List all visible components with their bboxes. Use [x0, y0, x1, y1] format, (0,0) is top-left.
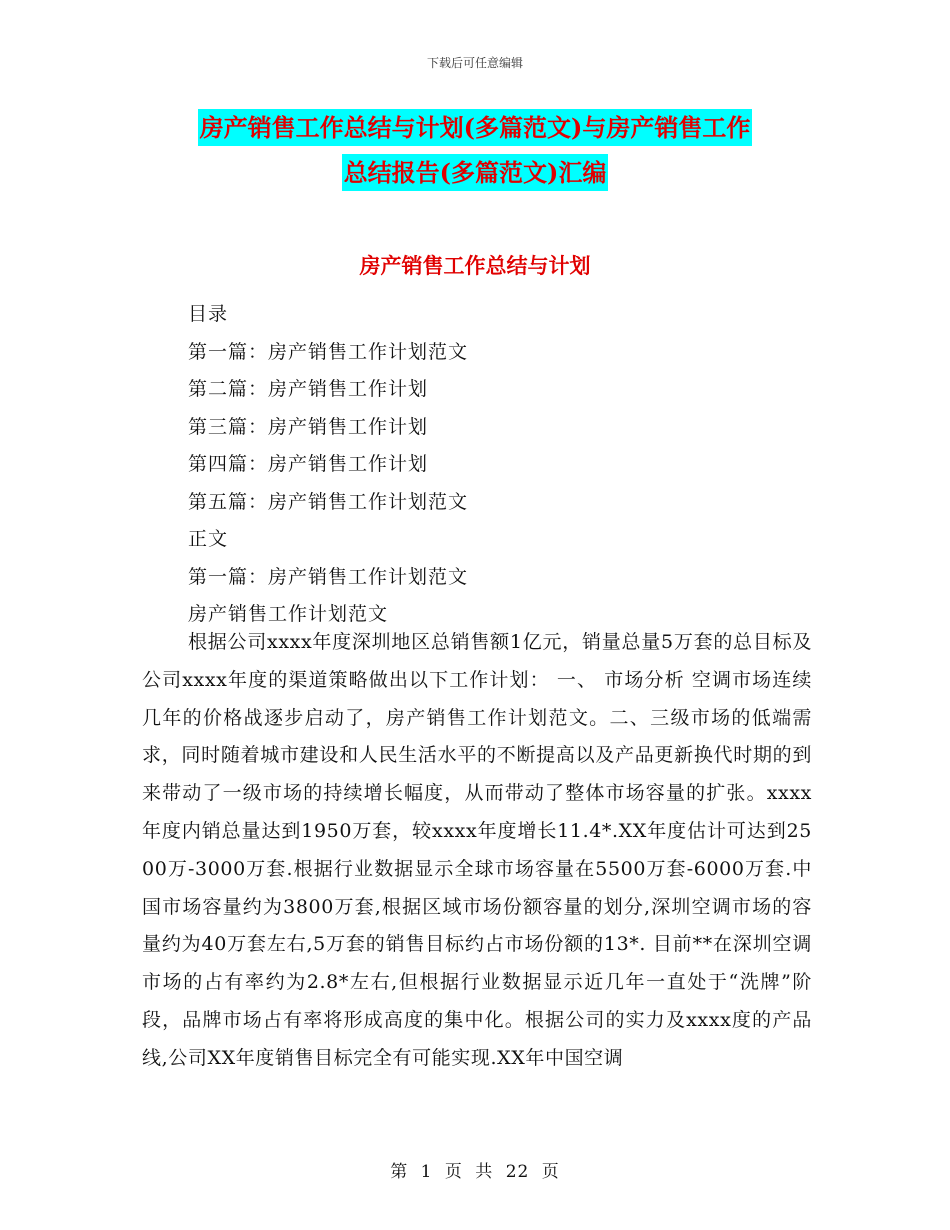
- toc-item: 第一篇：房产销售工作计划范文: [188, 340, 469, 363]
- toc-item: 第二篇：房产销售工作计划: [188, 378, 429, 400]
- body-heading: 正文: [188, 528, 229, 550]
- section-title: 房产销售工作总结与计划: [359, 253, 591, 278]
- toc-heading: 目录: [188, 303, 229, 325]
- document-title-line-1: [0, 113, 950, 142]
- toc-item: 第五篇：房产销售工作计划范文: [188, 490, 469, 513]
- title-highlight-2: 总结报告(多篇范文)汇编: [342, 154, 609, 191]
- toc-item: 第三篇：房产销售工作计划: [188, 415, 429, 438]
- body-paragraph: 根据公司xxxx年度深圳地区总销售额1亿元，销量总量5万套的总目标及公司xxxx年度的渠道策略做出以下工作计划： 一、 市场分析 空调市场连续几年的价格战逐步启动了，房产销售工作计划范文。二、三级市场的低端需求，同时随着城市建设和人民生活水平的不断提高以及产品更新换代时期的到来带动了一级市场的持续增长幅度，从而带动了整体市场容量的扩张。xxxx年度内销总量达到1950万套，较xxxx年度增长11.4*.XX年度估计可达到2500万-3000万套.根据行业数据显示全球市场容量在5500万套-6000万套.中国市场容量约为3800万套,根据区域市场份额容量的划分,深圳空调市场的容量约为40万套左右,5万套的销售目标约占市场份额的13*. 目前**在深圳空调市场的占有率约为2.8*左右,但根据行业数据显示近几年一直处于“洗牌”阶段，品牌市场占有率将形成高度的集中化。根据公司的实力及xxxx度的产品线,公司XX年度销售目标完全有可能实现.XX年中国空调: [142, 631, 812, 1069]
- title-highlight-1: 房产销售工作总结与计划(多篇范文)与房产销售工作: [198, 109, 753, 146]
- document-title-line-2: [0, 158, 950, 187]
- header-note: 下载后可任意编辑: [426, 56, 523, 70]
- article-title: 房产销售工作计划范文: [188, 603, 389, 625]
- chapter-heading: 第一篇：房产销售工作计划范文: [188, 565, 469, 588]
- toc-item: 第四篇：房产销售工作计划: [188, 453, 429, 475]
- page-footer: 第 1 页 共 22 页: [390, 1162, 560, 1182]
- table-of-contents: [188, 296, 468, 634]
